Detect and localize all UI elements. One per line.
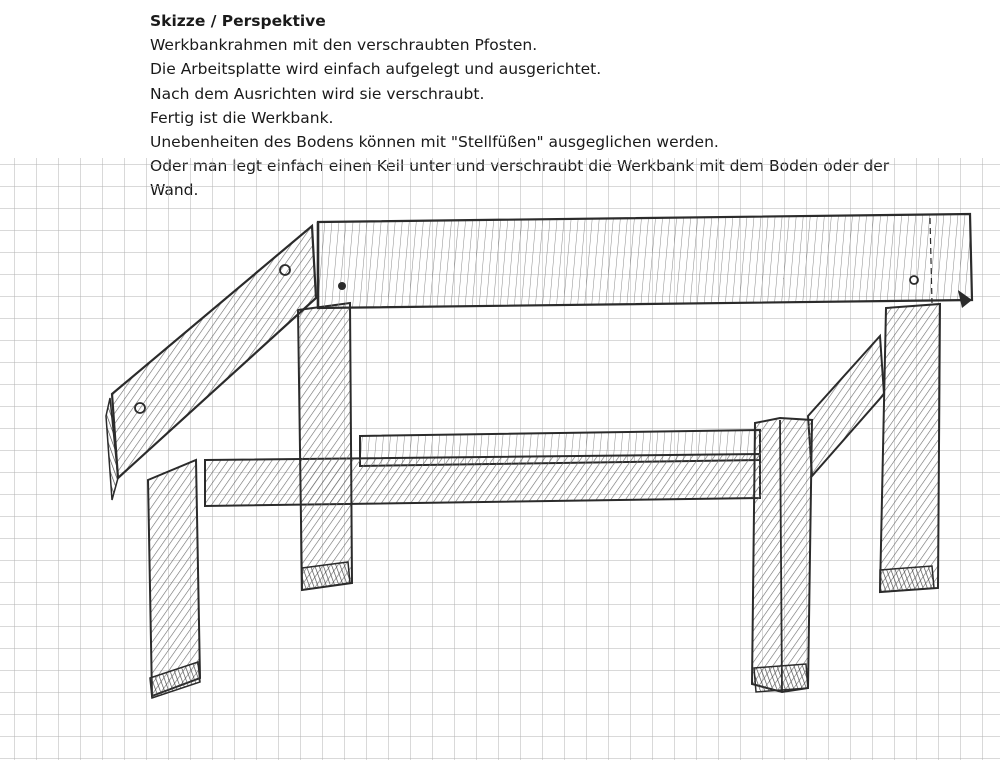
description-line: Werkbankrahmen mit den verschraubten Pfosten. bbox=[150, 36, 538, 55]
back-left-leg bbox=[298, 303, 352, 590]
front-left-leg bbox=[148, 460, 200, 698]
sketch-title: Skizze / Perspektive bbox=[150, 12, 326, 30]
description-line: Nach dem Ausrichten wird sie verschraubt. bbox=[150, 84, 485, 103]
description-line: Fertig ist die Werkbank. bbox=[150, 108, 334, 127]
description-line: Unebenheiten des Bodens können mit "Stellfüßen" ausgeglichen werden. bbox=[150, 133, 719, 152]
graph-paper-sketch bbox=[0, 158, 1000, 760]
workbench-sketch bbox=[0, 158, 1000, 760]
front-top-rail bbox=[318, 214, 972, 308]
description-line: Die Arbeitsplatte wird einfach aufgelegt und ausgerichtet. bbox=[150, 60, 602, 79]
back-right-leg bbox=[880, 304, 940, 592]
front-right-leg bbox=[752, 418, 812, 692]
